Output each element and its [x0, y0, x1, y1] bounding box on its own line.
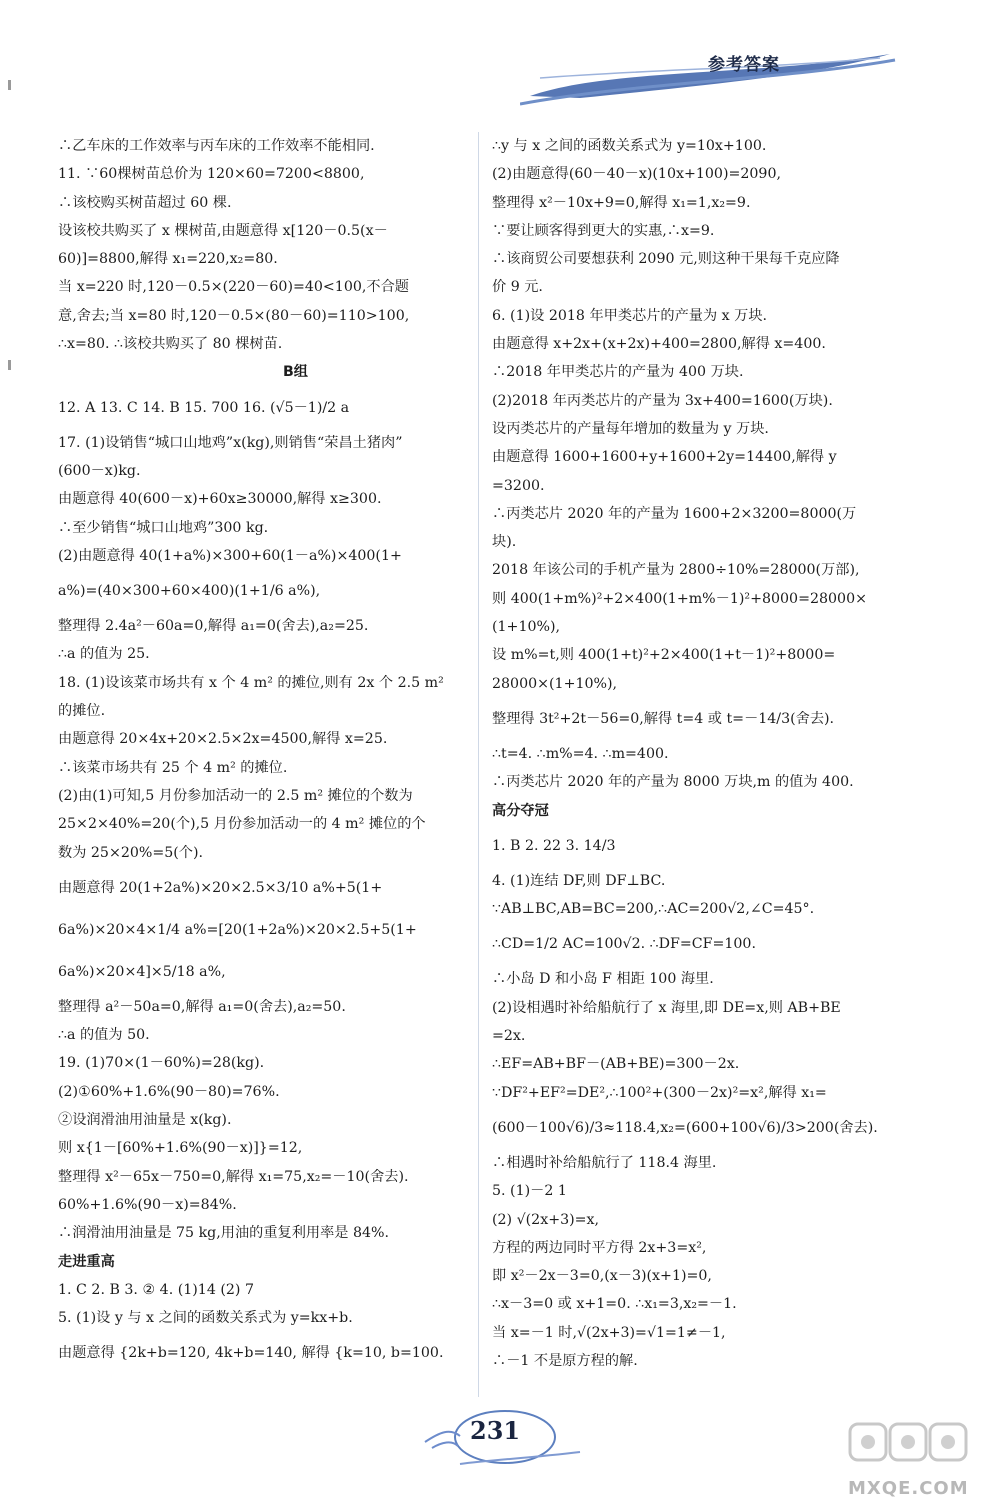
- text-line: ∵DF²+EF²=DE²,∴100²+(300－2x)²=x²,解得 x₁=: [492, 1084, 827, 1101]
- text-line: (2)由(1)可知,5 月份参加活动一的 2.5 m² 摊位的个数为: [58, 787, 413, 804]
- page-number: 231: [470, 1416, 521, 1445]
- text-line: 的摊位.: [58, 703, 106, 720]
- text-line: 整理得 x²－65x－750=0,解得 x₁=75,x₂=－10(舍去).: [58, 1168, 409, 1185]
- text-line: ∴EF=AB+BF－(AB+BE)=300－2x.: [492, 1056, 740, 1073]
- text-line: 6a%)×20×4]×5/18 a%,: [58, 963, 226, 980]
- text-line: 设丙类芯片的产量每年增加的数量为 y 万块.: [492, 420, 769, 437]
- text-line: ∴a 的值为 50.: [58, 1027, 150, 1044]
- text-line: 即 x²－2x－3=0,(x－3)(x+1)=0,: [492, 1268, 712, 1285]
- text-line: 数为 25×20%=5(个).: [58, 844, 204, 861]
- text-line: ∴该菜市场共有 25 个 4 m² 的摊位.: [58, 759, 288, 776]
- text-line: 由题意得 {2k+b=120, 4k+b=140, 解得 {k=10, b=100.: [58, 1345, 444, 1362]
- text-line: (2)由题意得(60－40－x)(10x+100)=2090,: [492, 166, 781, 183]
- text-line: ∴t=4. ∴m%=4. ∴m=400.: [492, 745, 669, 762]
- text-line: =3200.: [492, 477, 545, 494]
- text-line: 设该校共购买了 x 棵树苗,由题意得 x[120－0.5(x－: [58, 222, 388, 239]
- text-line: 整理得 3t²+2t－56=0,解得 t=4 或 t=－14/3(舍去).: [492, 710, 835, 727]
- text-line: (600－100√6)/3≈118.4,x₂=(600+100√6)/3>200(舍去).: [492, 1119, 878, 1136]
- text-line: 设 m%=t,则 400(1+t)²+2×400(1+t－1)²+8000=: [492, 647, 836, 664]
- text-line: 由题意得 20(1+2a%)×20×2.5×3/10 a%+5(1+: [58, 879, 383, 896]
- text-line: ∵AB⊥BC,AB=BC=200,∴AC=200√2,∠C=45°.: [492, 901, 815, 918]
- text-line: ∴2018 年甲类芯片的产量为 400 万块.: [492, 364, 744, 381]
- text-line: 整理得 x²－10x+9=0,解得 x₁=1,x₂=9.: [492, 194, 751, 211]
- text-line: 1. C 2. B 3. ② 4. (1)14 (2) 7: [58, 1281, 255, 1298]
- text-line: ∴润滑油用油量是 75 kg,用油的重复利用率是 84%.: [58, 1225, 390, 1242]
- text-line: 当 x=－1 时,√(2x+3)=√1=1≠－1,: [492, 1324, 726, 1341]
- text-line: 整理得 2.4a²－60a=0,解得 a₁=0(舍去),a₂=25.: [58, 618, 369, 635]
- text-line: 意,舍去;当 x=80 时,120－0.5×(80－60)=110>100,: [58, 307, 410, 324]
- text-line: ∴CD=1/2 AC=100√2. ∴DF=CF=100.: [492, 936, 756, 953]
- text-line: 4. (1)连结 DF,则 DF⊥BC.: [492, 872, 666, 889]
- text-line: 由题意得 20×4x+20×2.5×2x=4500,解得 x=25.: [58, 731, 388, 748]
- text-line: (1+10%),: [492, 619, 561, 636]
- text-line: ∴乙车床的工作效率与丙车床的工作效率不能相同.: [58, 138, 375, 154]
- section-heading: B组: [282, 364, 308, 381]
- text-line: 12. A 13. C 14. B 15. 700 16. (√5－1)/2 a: [58, 399, 350, 416]
- text-line: 5. (1)设 y 与 x 之间的函数关系式为 y=kx+b.: [58, 1310, 353, 1327]
- text-line: ∵要让顾客得到更大的实惠,∴x=9.: [492, 222, 715, 239]
- section-heading: 高分夺冠: [492, 802, 549, 819]
- text-line: ∴－1 不是原方程的解.: [492, 1352, 638, 1369]
- text-line: ∴至少销售“城口山地鸡”300 kg.: [58, 519, 269, 536]
- text-line: (2)由题意得 40(1+a%)×300+60(1－a%)×400(1+: [58, 547, 402, 564]
- text-line: 25×2×40%=20(个),5 月份参加活动一的 4 m² 摊位的个: [58, 816, 426, 833]
- text-line: 价 9 元.: [492, 279, 543, 296]
- text-line: 6. (1)设 2018 年甲类芯片的产量为 x 万块.: [492, 307, 768, 324]
- text-line: 1. B 2. 22 3. 14/3: [492, 837, 616, 854]
- text-line: 60)]=8800,解得 x₁=220,x₂=80.: [58, 251, 278, 268]
- text-line: ②设润滑油用油量是 x(kg).: [58, 1112, 232, 1129]
- text-line: 整理得 a²－50a=0,解得 a₁=0(舍去),a₂=50.: [58, 998, 346, 1015]
- watermark-text: MXQE.COM: [848, 1478, 969, 1499]
- text-line: ∴x－3=0 或 x+1=0. ∴x₁=3,x₂=－1.: [492, 1296, 737, 1313]
- text-line: ∴x=80. ∴该校共购买了 80 棵树苗.: [58, 336, 283, 353]
- text-line: a%)=(40×300+60×400)(1+1/6 a%),: [58, 583, 321, 600]
- header-title: 参考答案: [708, 55, 780, 75]
- text-line: ∴相遇时补给船航行了 118.4 海里.: [492, 1154, 717, 1171]
- text-line: ∴丙类芯片 2020 年的产量为 8000 万块,m 的值为 400.: [492, 774, 854, 791]
- text-line: 由题意得 x+2x+(x+2x)+400=2800,解得 x=400.: [492, 336, 826, 353]
- text-line: ∴该校购买树苗超过 60 棵.: [58, 194, 232, 211]
- text-line: 由题意得 1600+1600+y+1600+2y=14400,解得 y: [492, 449, 837, 466]
- text-line: 当 x=220 时,120－0.5×(220－60)=40<100,不合题: [58, 279, 409, 296]
- text-line: (600－x)kg.: [58, 462, 141, 479]
- text-line: 60%+1.6%(90－x)=84%.: [58, 1196, 237, 1213]
- text-line: 由题意得 40(600－x)+60x≥30000,解得 x≥300.: [58, 491, 382, 508]
- text-line: 17. (1)设销售“城口山地鸡”x(kg),则销售“荣昌土猪肉”: [58, 434, 403, 451]
- section-heading: 走进重高: [58, 1253, 115, 1270]
- left-column: [58, 132, 533, 1374]
- text-line: 2018 年该公司的手机产量为 2800÷10%=28000(万部),: [492, 562, 860, 579]
- text-line: =2x.: [492, 1028, 526, 1045]
- text-line: ∴y 与 x 之间的函数关系式为 y=10x+100.: [492, 138, 767, 154]
- text-line: 则 x{1－[60%+1.6%(90－x)]}=12,: [58, 1140, 303, 1157]
- text-line: ∴小岛 D 和小岛 F 相距 100 海里.: [492, 971, 714, 988]
- text-line: 块).: [492, 534, 517, 551]
- text-line: 19. (1)70×(1－60%)=28(kg).: [58, 1055, 265, 1072]
- text-line: 18. (1)设该菜市场共有 x 个 4 m² 的摊位,则有 2x 个 2.5 m²: [58, 674, 444, 691]
- text-line: (2)①60%+1.6%(90－80)=76%.: [58, 1083, 280, 1100]
- text-line: ∴该商贸公司要想获利 2090 元,则这种干果每千克应降: [492, 251, 840, 268]
- text-line: 方程的两边同时平方得 2x+3=x²,: [492, 1239, 707, 1256]
- text-line: (2)2018 年丙类芯片的产量为 3x+400=1600(万块).: [492, 392, 833, 409]
- text-line: ∴丙类芯片 2020 年的产量为 1600+2×3200=8000(万: [492, 505, 857, 522]
- margin-mark: [8, 80, 11, 90]
- text-line: (2)设相遇时补给船航行了 x 海里,即 DE=x,则 AB+BE: [492, 999, 841, 1016]
- text-line: 11. ∵60棵树苗总价为 120×60=7200<8800,: [58, 166, 365, 183]
- margin-mark: [8, 360, 11, 370]
- text-line: 则 400(1+m%)²+2×400(1+m%－1)²+8000=28000×: [492, 590, 867, 607]
- text-line: 5. (1)－2 1: [492, 1183, 567, 1200]
- text-line: ∴a 的值为 25.: [58, 646, 150, 663]
- text-line: 28000×(1+10%),: [492, 675, 618, 692]
- text-line: (2) √(2x+3)=x,: [492, 1211, 600, 1228]
- text-line: 6a%)×20×4×1/4 a%=[20(1+2a%)×20×2.5+5(1+: [58, 921, 417, 938]
- right-column: [492, 132, 967, 1375]
